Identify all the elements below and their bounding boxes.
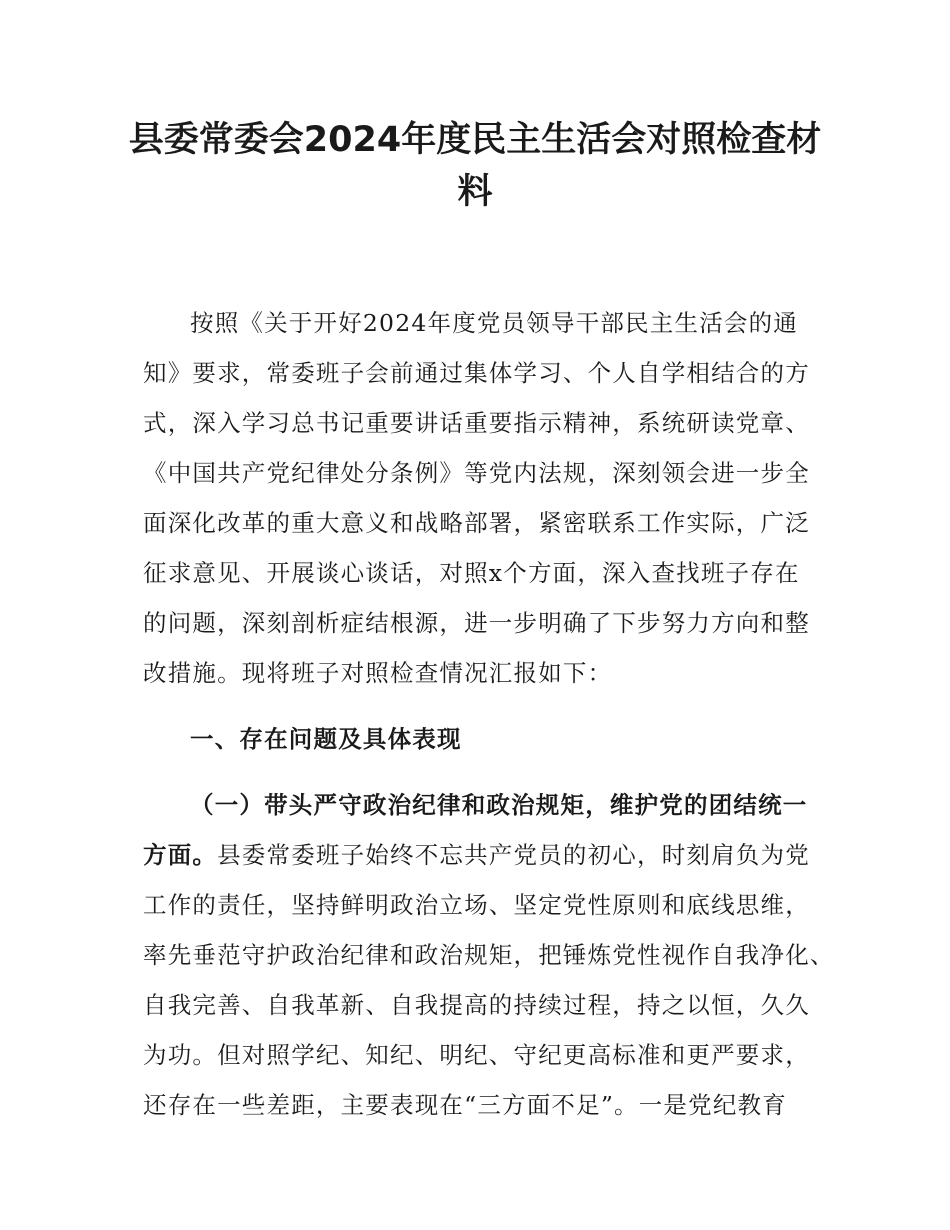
intro-paragraph-line: 征求意见、开展谈心谈话，对照x个方面，深入查找班子存在 — [143, 559, 800, 587]
intro-paragraph-line: 知》要求，常委班子会前通过集体学习、个人自学相结合的方 — [143, 359, 810, 387]
subsection-paragraph-line — [143, 838, 810, 872]
intro-paragraph-line: 式，深入学习总书记重要讲话重要指示精神，系统研读党章、 — [143, 409, 810, 437]
subsection-paragraph-line: 还存在一些差距，主要表现在“三方面不足”。一是党纪教育 — [143, 1091, 787, 1119]
subsection-heading: （一）带头严守政治纪律和政治规矩，维护党的团结统一 — [190, 791, 808, 819]
intro-paragraph-line: 面深化改革的重大意义和战略部署，紧密联系工作实际，广泛 — [143, 509, 810, 537]
document-title-line-2: 料 — [457, 172, 493, 212]
intro-paragraph-line: 《中国共产党纪律处分条例》等党内法规，深刻领会进一步全 — [143, 459, 810, 487]
subsection-heading-tail: 方面。 — [143, 841, 218, 869]
subsection-paragraph-line: 自我完善、自我革新、自我提高的持续过程，持之以恒，久久 — [143, 991, 810, 1019]
section-heading: 一、存在问题及具体表现 — [190, 725, 462, 753]
document-title-line-1: 县委常委会2024年度民主生活会对照检查材 — [128, 120, 822, 160]
intro-paragraph-line: 按照《关于开好2024年度党员领导干部民主生活会的通 — [190, 309, 799, 337]
intro-paragraph-line: 改措施。现将班子对照检查情况汇报如下： — [143, 659, 613, 687]
subsection-paragraph-line: 工作的责任，坚持鲜明政治立场、坚定党性原则和底线思维， — [143, 891, 810, 919]
subsection-paragraph-line: 率先垂范守护政治纪律和政治规矩，把锤炼党性视作自我净化、 — [143, 941, 835, 969]
subsection-paragraph-line: 为功。但对照学纪、知纪、明纪、守纪更高标准和更严要求， — [143, 1041, 810, 1069]
intro-paragraph-line: 的问题，深刻剖析症结根源，进一步明确了下步努力方向和整 — [143, 609, 810, 637]
subsection-paragraph-text: 县委常委班子始终不忘共产党员的初心，时刻肩负为党 — [217, 841, 810, 869]
